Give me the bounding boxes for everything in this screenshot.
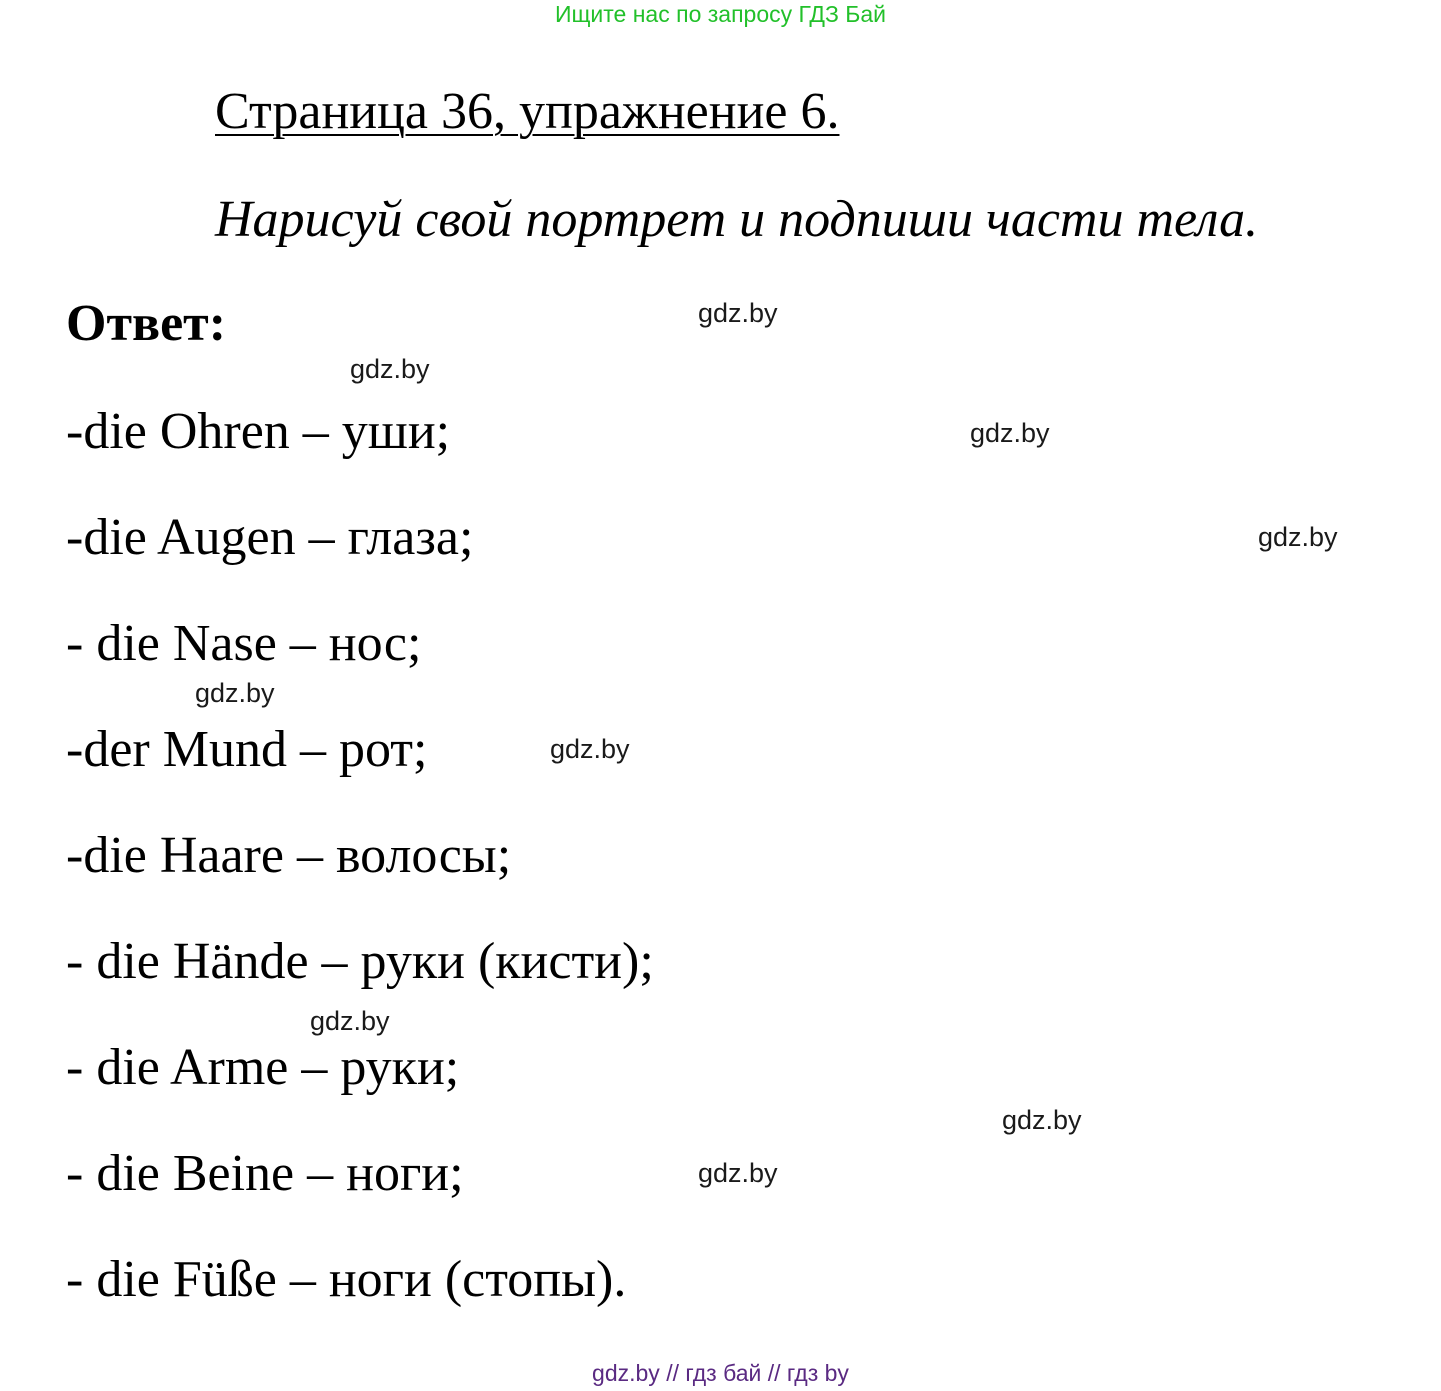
- watermark: gdz.by: [698, 1158, 778, 1188]
- vocab-line-arme: - die Arme – руки;: [66, 1039, 460, 1096]
- task-instruction: Нарисуй свой портрет и подпиши части тела.: [215, 191, 1259, 248]
- vocab-line-haare: -die Haare – волосы;: [66, 827, 512, 884]
- page-title: Страница 36, упражнение 6.: [215, 83, 840, 140]
- vocab-line-fuesse: - die Füße – ноги (стопы).: [66, 1251, 627, 1308]
- vocab-line-ohren: -die Ohren – уши;: [66, 403, 451, 460]
- watermark: gdz.by: [698, 298, 778, 328]
- watermark: gdz.by: [310, 1006, 390, 1036]
- watermark: gdz.by: [970, 418, 1050, 448]
- vocab-line-haende: - die Hände – руки (кисти);: [66, 933, 654, 990]
- watermark: gdz.by: [1002, 1105, 1082, 1135]
- watermark: gdz.by: [195, 678, 275, 708]
- answer-label: Ответ:: [66, 295, 227, 352]
- vocab-line-beine: - die Beine – ноги;: [66, 1145, 464, 1202]
- vocab-line-nase: - die Nase – нос;: [66, 615, 422, 672]
- watermark: gdz.by: [350, 354, 430, 384]
- vocab-line-augen: -die Augen – глаза;: [66, 509, 474, 566]
- vocab-line-mund: -der Mund – рот;: [66, 721, 428, 778]
- footer-links: gdz.by // гдз бай // гдз by: [592, 1360, 849, 1386]
- watermark: gdz.by: [1258, 522, 1338, 552]
- top-banner: Ищите нас по запросу ГДЗ Бай: [554, 1, 887, 27]
- watermark: gdz.by: [550, 734, 630, 764]
